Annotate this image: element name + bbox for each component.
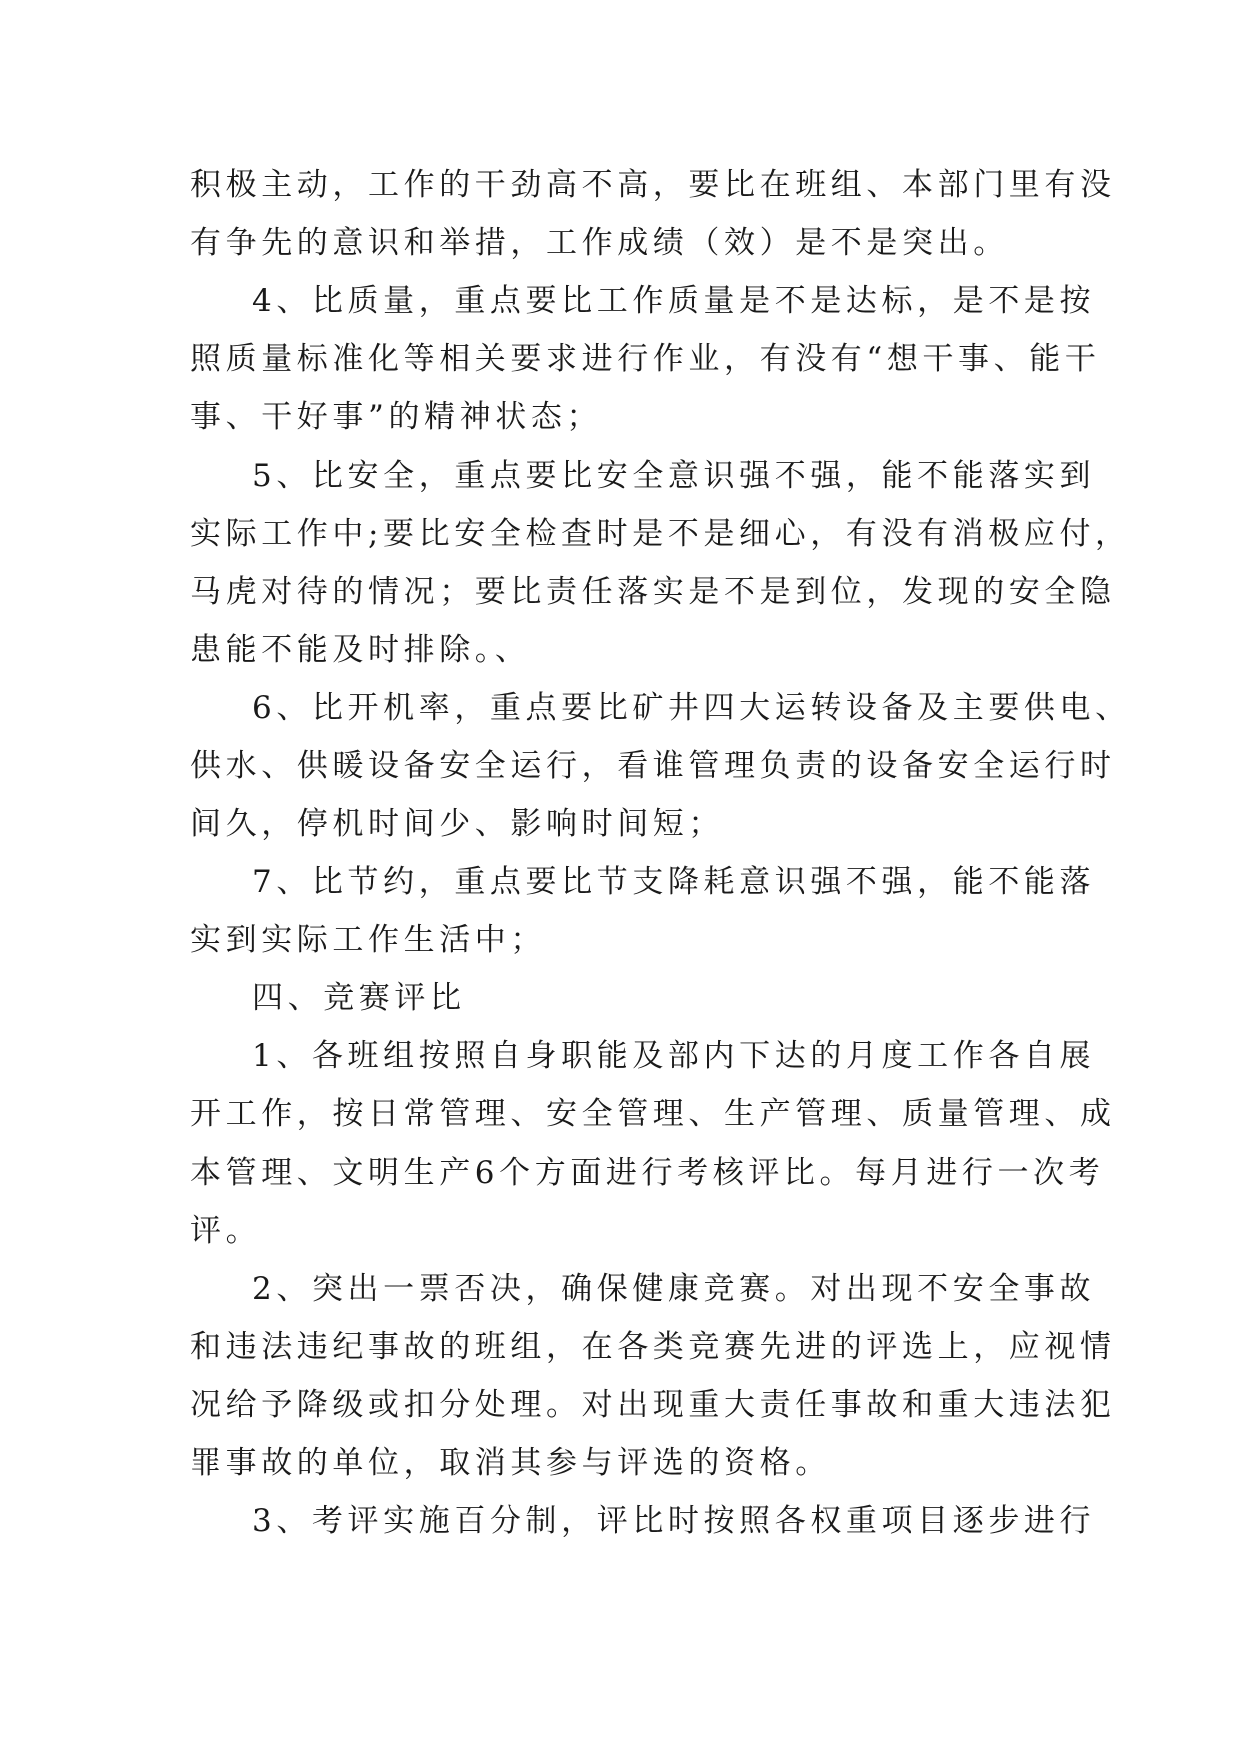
paragraph-start-line: 7、比节约，重点要比节支降耗意识强不强，能不能落 <box>252 864 1096 900</box>
text-line: 积极主动，工作的干劲高不高，要比在班组、本部门里有没 <box>190 167 1116 203</box>
text-line: 况给予降级或扣分处理。对出现重大责任事故和重大违法犯 <box>190 1387 1116 1423</box>
text-line: 和违法违纪事故的班组，在各类竞赛先进的评选上，应视情 <box>190 1329 1116 1365</box>
text-line: 实到实际工作生活中； <box>190 922 546 958</box>
paragraph-start-line: 6、比开机率，重点要比矿井四大运转设备及主要供电、 <box>252 690 1131 726</box>
paragraph-start-line: 4、比质量，重点要比工作质量是不是达标，是不是按 <box>252 283 1096 319</box>
text-line: 开工作，按日常管理、安全管理、生产管理、质量管理、成 <box>190 1096 1116 1132</box>
paragraph-start-line: 5、比安全，重点要比安全意识强不强，能不能落实到 <box>252 458 1096 494</box>
section-heading: 四、竞赛评比 <box>252 980 466 1016</box>
paragraph-start-line: 3、考评实施百分制，评比时按照各权重项目逐步进行 <box>252 1503 1096 1539</box>
text-line: 实际工作中;要比安全检查时是不是细心，有没有消极应付， <box>190 516 1131 552</box>
text-line: 照质量标准化等相关要求进行作业，有没有“想干事、能干 <box>190 341 1101 377</box>
text-line: 供水、供暖设备安全运行，看谁管理负责的设备安全运行时 <box>190 748 1116 784</box>
text-line: 马虎对待的情况；要比责任落实是不是到位，发现的安全隐 <box>190 574 1116 610</box>
text-line: 评。 <box>190 1213 262 1249</box>
text-line: 有争先的意识和举措，工作成绩（效）是不是突出。 <box>190 225 1009 261</box>
paragraph-start-line: 1、各班组按照自身职能及部内下达的月度工作各自展 <box>252 1038 1096 1074</box>
text-line: 事、干好事”的精神状态； <box>190 399 603 435</box>
text-line: 罪事故的单位，取消其参与评选的资格。 <box>190 1445 831 1481</box>
text-line: 患能不能及时排除。、 <box>190 632 531 668</box>
paragraph-start-line: 2、突出一票否决，确保健康竞赛。对出现不安全事故 <box>252 1271 1096 1307</box>
text-line: 间久，停机时间少、影响时间短； <box>190 806 724 842</box>
text-line: 本管理、文明生产6个方面进行考核评比。每月进行一次考 <box>190 1155 1105 1191</box>
